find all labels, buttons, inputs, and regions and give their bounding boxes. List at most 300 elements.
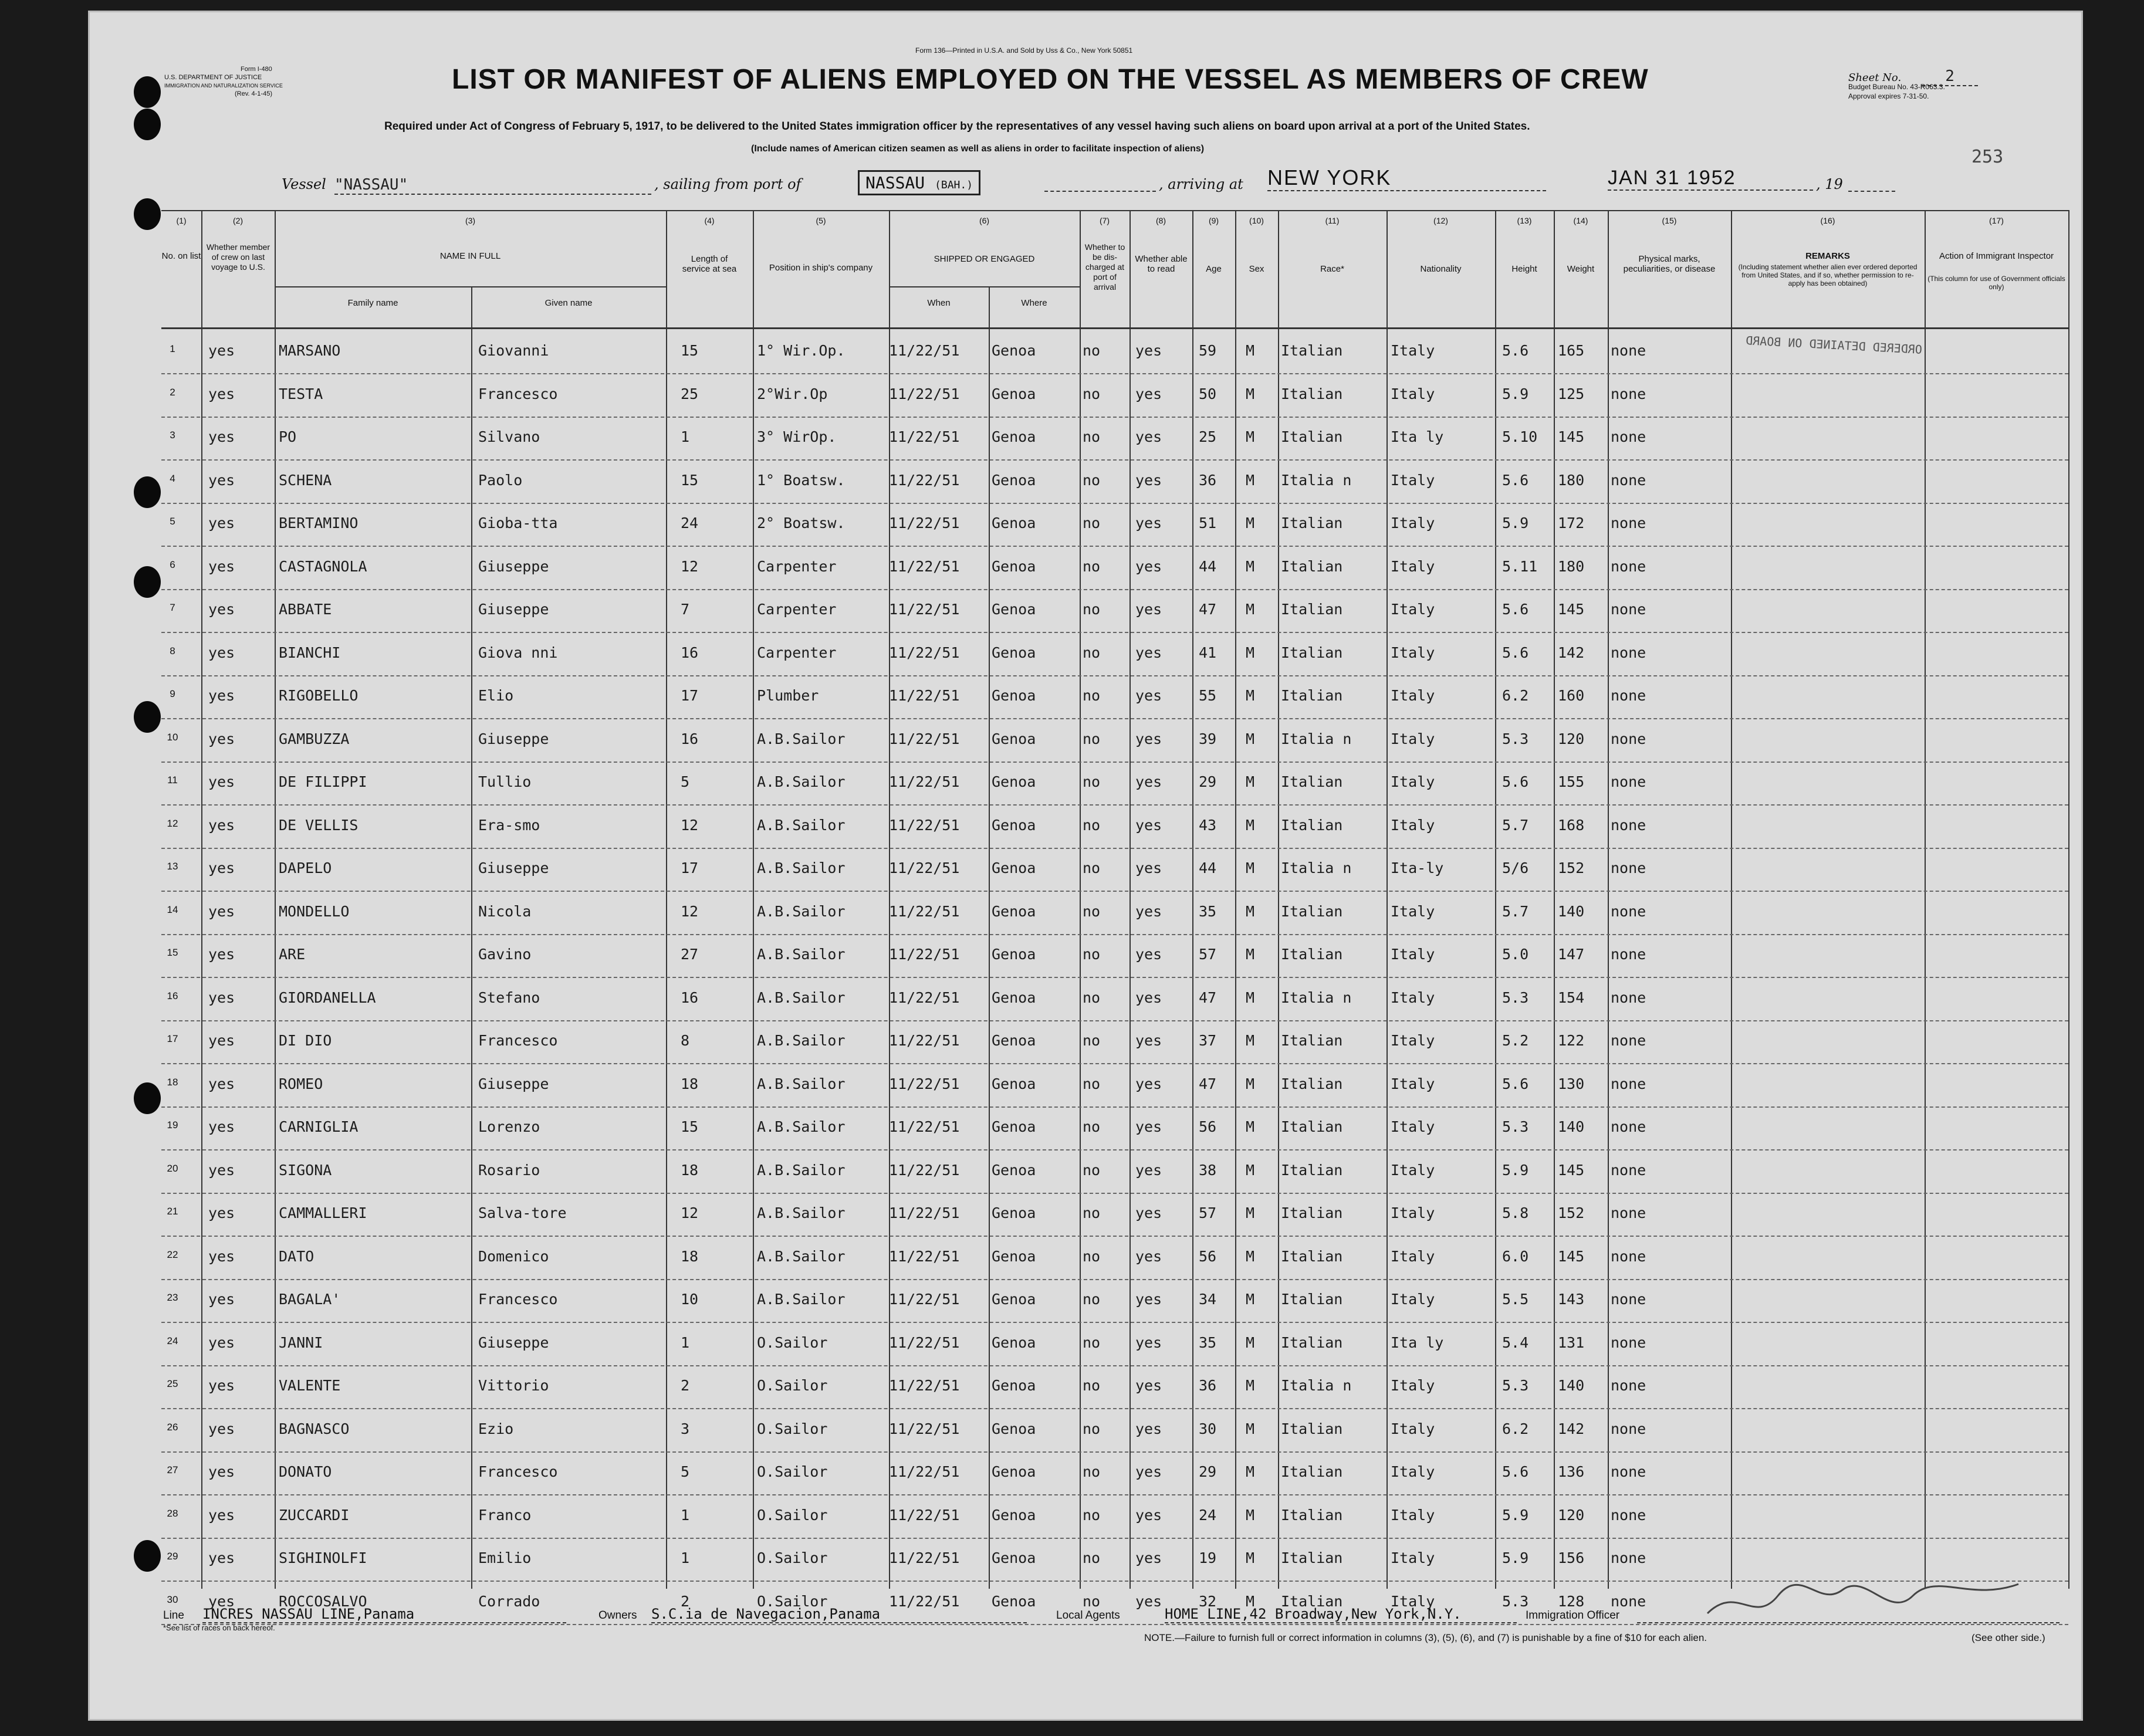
weight: 130	[1558, 1075, 1585, 1092]
height: 5.3	[1502, 1377, 1529, 1394]
shipped-when: 11/22/51	[889, 1161, 960, 1179]
shipped-where: Genoa	[992, 859, 1036, 877]
sex: M	[1246, 471, 1255, 489]
physical-marks: none	[1611, 859, 1646, 877]
hdr-remarks-note: (Including statement whether alien ever ordered deported from United States, and if so, whether permission to re-apply has been obtained)	[1738, 263, 1918, 287]
shipped-where: Genoa	[992, 471, 1036, 489]
discharge: no	[1083, 1161, 1101, 1179]
family-name: JANNI	[279, 1334, 323, 1351]
prev-voyage: yes	[208, 1420, 235, 1437]
height: 5.7	[1502, 902, 1529, 920]
height: 5.8	[1502, 1204, 1529, 1221]
position: A.B.Sailor	[757, 1032, 846, 1049]
colnum-10: (10)	[1249, 216, 1264, 225]
height: 5.6	[1502, 644, 1529, 661]
sex: M	[1246, 1420, 1255, 1437]
able-read: yes	[1135, 601, 1162, 618]
service-years: 15	[681, 471, 699, 489]
age: 41	[1199, 644, 1217, 661]
physical-marks: none	[1611, 515, 1646, 532]
colnum-9: (9)	[1208, 216, 1219, 225]
row-number: 13	[167, 861, 178, 872]
table-row	[161, 675, 2068, 719]
physical-marks: none	[1611, 385, 1646, 402]
service-years: 25	[681, 385, 699, 402]
nationality: Italy	[1391, 989, 1435, 1006]
able-read: yes	[1135, 471, 1162, 489]
nationality: Italy	[1391, 1549, 1435, 1566]
shipped-when: 11/22/51	[889, 1247, 960, 1265]
shipped-when: 11/22/51	[889, 1291, 960, 1308]
discharge: no	[1083, 601, 1101, 618]
hdr-shipped: SHIPPED OR ENGAGED	[934, 254, 1035, 264]
shipping-line: INCRES NASSAU LINE,Panama	[202, 1606, 566, 1623]
shipped-where: Genoa	[992, 1506, 1036, 1524]
sex: M	[1246, 1463, 1255, 1480]
family-name: VALENTE	[279, 1377, 341, 1394]
sex: M	[1246, 1549, 1255, 1566]
table-row	[161, 632, 2068, 676]
discharge: no	[1083, 342, 1101, 359]
table-row	[161, 934, 2068, 978]
colnum-7: (7)	[1099, 216, 1110, 225]
shipped-when: 11/22/51	[889, 1592, 960, 1610]
service-years: 2	[681, 1592, 690, 1610]
physical-marks: none	[1611, 1247, 1646, 1265]
discharge: no	[1083, 816, 1101, 834]
given-name: Silvano	[478, 428, 540, 445]
age: 47	[1199, 1075, 1217, 1092]
see-other-side: (See other side.)	[1971, 1632, 2045, 1643]
form-number: Form I-480	[241, 66, 272, 73]
service-years: 8	[681, 1032, 690, 1049]
revision: (Rev. 4-1-45)	[235, 90, 272, 97]
row-number: 16	[167, 990, 178, 1001]
able-read: yes	[1135, 1075, 1162, 1092]
height: 5.3	[1502, 730, 1529, 747]
hdr-remarks: REMARKS	[1805, 251, 1850, 261]
prev-voyage: yes	[208, 859, 235, 877]
crew-manifest-table	[161, 210, 2068, 1610]
sex: M	[1246, 1291, 1255, 1308]
prev-voyage: yes	[208, 471, 235, 489]
position: O.Sailor	[757, 1377, 828, 1394]
weight: 142	[1558, 1420, 1585, 1437]
weight: 168	[1558, 816, 1585, 834]
position: O.Sailor	[757, 1463, 828, 1480]
able-read: yes	[1135, 902, 1162, 920]
table-row	[161, 374, 2068, 418]
age: 19	[1199, 1549, 1217, 1566]
position: A.B.Sailor	[757, 859, 846, 877]
given-name: Giuseppe	[478, 601, 549, 618]
sex: M	[1246, 385, 1255, 402]
shipped-when: 11/22/51	[889, 1420, 960, 1437]
sex: M	[1246, 946, 1255, 963]
family-name: MARSANO	[279, 342, 341, 359]
family-name: CAMMALLERI	[279, 1204, 367, 1221]
shipped-where: Genoa	[992, 428, 1036, 445]
nationality: Italy	[1391, 471, 1435, 489]
height: 5.11	[1502, 557, 1538, 575]
nationality: Italy	[1391, 342, 1435, 359]
shipped-when: 11/22/51	[889, 1506, 960, 1524]
nationality: Italy	[1391, 1463, 1435, 1480]
prev-voyage: yes	[208, 644, 235, 661]
table-row	[161, 1322, 2068, 1366]
nationality: Italy	[1391, 1161, 1435, 1179]
able-read: yes	[1135, 1592, 1162, 1610]
family-name: ROMEO	[279, 1075, 323, 1092]
sex: M	[1246, 1161, 1255, 1179]
approval-expiry: Approval expires 7-31-50.	[1848, 92, 1929, 100]
shipped-where: Genoa	[992, 1463, 1036, 1480]
weight: 180	[1558, 557, 1585, 575]
service-years: 1	[681, 428, 690, 445]
row-number: 1	[170, 343, 175, 354]
race: Italian	[1281, 1204, 1343, 1221]
position: Carpenter	[757, 644, 837, 661]
family-name: BAGNASCO	[279, 1420, 350, 1437]
age: 29	[1199, 1463, 1217, 1480]
given-name: Giova nni	[478, 644, 558, 661]
service-years: 15	[681, 342, 699, 359]
shipped-where: Genoa	[992, 557, 1036, 575]
service-years: 12	[681, 557, 699, 575]
hdr-sex: Sex	[1249, 264, 1264, 274]
weight: 140	[1558, 1118, 1585, 1135]
age: 30	[1199, 1420, 1217, 1437]
shipped-subrule	[889, 286, 1080, 287]
able-read: yes	[1135, 687, 1162, 704]
able-read: yes	[1135, 1161, 1162, 1179]
table-row	[161, 1106, 2068, 1150]
row-number: 6	[170, 559, 175, 570]
physical-marks: none	[1611, 1161, 1646, 1179]
family-name: CASTAGNOLA	[279, 557, 367, 575]
given-name: Emilio	[478, 1549, 532, 1566]
sex: M	[1246, 1247, 1255, 1265]
discharge: no	[1083, 773, 1101, 790]
position: O.Sailor	[757, 1420, 828, 1437]
prev-voyage: yes	[208, 1377, 235, 1394]
discharge: no	[1083, 1032, 1101, 1049]
prev-voyage: yes	[208, 1549, 235, 1566]
prev-voyage: yes	[208, 1032, 235, 1049]
given-name: Giuseppe	[478, 557, 549, 575]
prev-voyage: yes	[208, 1592, 235, 1610]
sex: M	[1246, 902, 1255, 920]
given-name: Era-smo	[478, 816, 540, 834]
able-read: yes	[1135, 816, 1162, 834]
shipped-when: 11/22/51	[889, 1032, 960, 1049]
hdr-prev-voyage: Whether member of crew on last voyage to U.S.	[206, 242, 270, 272]
position: A.B.Sailor	[757, 1161, 846, 1179]
height: 5.9	[1502, 1161, 1529, 1179]
age: 34	[1199, 1291, 1217, 1308]
given-name: Vittorio	[478, 1377, 549, 1394]
service-years: 18	[681, 1075, 699, 1092]
prev-voyage: yes	[208, 1506, 235, 1524]
physical-marks: none	[1611, 557, 1646, 575]
race: Italian	[1281, 773, 1343, 790]
race: Italian	[1281, 557, 1343, 575]
race: Italia n	[1281, 859, 1352, 877]
service-years: 5	[681, 773, 690, 790]
age: 32	[1199, 1592, 1217, 1610]
height: 5.9	[1502, 515, 1529, 532]
row-number: 29	[167, 1551, 178, 1562]
shipped-where: Genoa	[992, 1247, 1036, 1265]
sex: M	[1246, 687, 1255, 704]
given-name: Gioba-tta	[478, 515, 558, 532]
colnum-1: (1)	[176, 216, 187, 225]
prev-voyage: yes	[208, 1204, 235, 1221]
shipped-where: Genoa	[992, 1549, 1036, 1566]
weight: 147	[1558, 946, 1585, 963]
able-read: yes	[1135, 1377, 1162, 1394]
row-number: 11	[167, 774, 178, 786]
row-number: 17	[167, 1033, 178, 1044]
sex: M	[1246, 1032, 1255, 1049]
physical-marks: none	[1611, 1506, 1646, 1524]
family-name: ABBATE	[279, 601, 332, 618]
family-name: RIGOBELLO	[279, 687, 359, 704]
table-row	[161, 848, 2068, 892]
physical-marks: none	[1611, 730, 1646, 747]
printer-line: Form 136—Printed in U.S.A. and Sold by Uss & Co., New York 50851	[915, 46, 1133, 55]
shipped-where: Genoa	[992, 946, 1036, 963]
weight: 143	[1558, 1291, 1585, 1308]
age: 35	[1199, 902, 1217, 920]
shipped-where: Genoa	[992, 1161, 1036, 1179]
shipped-where: Genoa	[992, 1291, 1036, 1308]
service-years: 10	[681, 1291, 699, 1308]
weight: 142	[1558, 644, 1585, 661]
shipped-where: Genoa	[992, 730, 1036, 747]
weight: 140	[1558, 1377, 1585, 1394]
port-note: (BAH.)	[935, 179, 973, 191]
sex: M	[1246, 1334, 1255, 1351]
prev-voyage: yes	[208, 730, 235, 747]
position: A.B.Sailor	[757, 989, 846, 1006]
row-number: 22	[167, 1248, 178, 1260]
able-read: yes	[1135, 1118, 1162, 1135]
binder-hole	[134, 76, 161, 108]
physical-marks: none	[1611, 1075, 1646, 1092]
hdr-weight: Weight	[1567, 264, 1595, 274]
position: A.B.Sailor	[757, 1118, 846, 1135]
arriving-label: , arriving at	[1159, 176, 1243, 192]
given-name: Giuseppe	[478, 1075, 549, 1092]
discharge: no	[1083, 1592, 1101, 1610]
age: 39	[1199, 730, 1217, 747]
weight: 156	[1558, 1549, 1585, 1566]
nationality: Italy	[1391, 946, 1435, 963]
family-name: BIANCHI	[279, 644, 341, 661]
family-name: DAPELO	[279, 859, 332, 877]
physical-marks: none	[1611, 1592, 1646, 1610]
agents-label: Local Agents	[1056, 1609, 1120, 1622]
height: 5.9	[1502, 385, 1529, 402]
able-read: yes	[1135, 1506, 1162, 1524]
sex: M	[1246, 1592, 1255, 1610]
physical-marks: none	[1611, 1204, 1646, 1221]
sex: M	[1246, 428, 1255, 445]
shipped-where: Genoa	[992, 1032, 1036, 1049]
age: 47	[1199, 989, 1217, 1006]
table-row	[161, 589, 2068, 633]
race: Italia n	[1281, 730, 1352, 747]
nationality: Ita ly	[1391, 1334, 1444, 1351]
table-row	[161, 1150, 2068, 1194]
shipped-when: 11/22/51	[889, 385, 960, 402]
age: 43	[1199, 816, 1217, 834]
race: Italian	[1281, 1118, 1343, 1135]
colnum-3: (3)	[465, 216, 476, 225]
able-read: yes	[1135, 773, 1162, 790]
weight: 122	[1558, 1032, 1585, 1049]
given-name: Rosario	[478, 1161, 540, 1179]
sex: M	[1246, 773, 1255, 790]
able-read: yes	[1135, 515, 1162, 532]
owners-label: Owners	[598, 1609, 637, 1622]
shipped-when: 11/22/51	[889, 515, 960, 532]
position: A.B.Sailor	[757, 773, 846, 790]
height: 5.0	[1502, 946, 1529, 963]
position: 3° WirOp.	[757, 428, 837, 445]
age: 57	[1199, 1204, 1217, 1221]
shipped-when: 11/22/51	[889, 1334, 960, 1351]
able-read: yes	[1135, 730, 1162, 747]
age: 36	[1199, 471, 1217, 489]
sex: M	[1246, 1204, 1255, 1221]
shipped-where: Genoa	[992, 515, 1036, 532]
position: A.B.Sailor	[757, 730, 846, 747]
shipped-when: 11/22/51	[889, 342, 960, 359]
weight: 140	[1558, 902, 1585, 920]
discharge: no	[1083, 471, 1101, 489]
race: Italian	[1281, 1291, 1343, 1308]
able-read: yes	[1135, 1334, 1162, 1351]
age: 35	[1199, 1334, 1217, 1351]
nationality: Italy	[1391, 644, 1435, 661]
physical-marks: none	[1611, 1420, 1646, 1437]
physical-marks: none	[1611, 816, 1646, 834]
given-name: Paolo	[478, 471, 523, 489]
shipped-when: 11/22/51	[889, 1549, 960, 1566]
hdr-name-in-full: NAME IN FULL	[439, 251, 501, 261]
binder-hole	[134, 566, 161, 598]
nationality: Italy	[1391, 816, 1435, 834]
hdr-age: Age	[1206, 264, 1222, 274]
race: Italian	[1281, 1463, 1343, 1480]
hdr-no-on-list: No. on list	[161, 251, 201, 261]
shipped-where: Genoa	[992, 1075, 1036, 1092]
nationality: Italy	[1391, 773, 1435, 790]
binder-hole	[134, 1082, 161, 1114]
row-number: 28	[167, 1507, 178, 1519]
shipped-when: 11/22/51	[889, 601, 960, 618]
sex: M	[1246, 730, 1255, 747]
physical-marks: none	[1611, 989, 1646, 1006]
hdr-given-name: Given name	[545, 298, 593, 308]
discharge: no	[1083, 1075, 1101, 1092]
colnum-14: (14)	[1573, 216, 1588, 225]
position: O.Sailor	[757, 1334, 828, 1351]
binder-hole	[134, 476, 161, 508]
nationality: Italy	[1391, 1204, 1435, 1221]
prev-voyage: yes	[208, 687, 235, 704]
row-number: 9	[170, 688, 175, 699]
colnum-4: (4)	[704, 216, 715, 225]
table-row	[161, 719, 2068, 763]
height: 5.6	[1502, 1463, 1529, 1480]
race: Italia n	[1281, 989, 1352, 1006]
able-read: yes	[1135, 1549, 1162, 1566]
hdr-physical-marks: Physical marks, peculiarities, or disease	[1623, 254, 1716, 274]
physical-marks: none	[1611, 1334, 1646, 1351]
shipped-where: Genoa	[992, 1420, 1036, 1437]
port-underline	[1044, 191, 1156, 192]
able-read: yes	[1135, 1420, 1162, 1437]
nationality: Italy	[1391, 515, 1435, 532]
age: 56	[1199, 1118, 1217, 1135]
family-name: SIGONA	[279, 1161, 332, 1179]
shipped-when: 11/22/51	[889, 946, 960, 963]
shipped-where: Genoa	[992, 816, 1036, 834]
race: Italian	[1281, 1592, 1343, 1610]
able-read: yes	[1135, 342, 1162, 359]
sex: M	[1246, 644, 1255, 661]
prev-voyage: yes	[208, 1334, 235, 1351]
weight: 131	[1558, 1334, 1585, 1351]
hdr-able-read: Whether able to read	[1135, 254, 1188, 274]
shipped-where: Genoa	[992, 687, 1036, 704]
given-name: Elio	[478, 687, 514, 704]
shipped-when: 11/22/51	[889, 1118, 960, 1135]
race: Italian	[1281, 385, 1343, 402]
height: 5.3	[1502, 989, 1529, 1006]
age: 24	[1199, 1506, 1217, 1524]
hdr-inspector-note: (This column for use of Government officials only)	[1927, 275, 2065, 291]
row-number: 26	[167, 1421, 178, 1433]
port-stamp	[858, 170, 980, 195]
row-number: 14	[167, 903, 178, 915]
discharge: no	[1083, 644, 1101, 661]
position: Plumber	[757, 687, 819, 704]
given-name: Francesco	[478, 1032, 558, 1049]
prev-voyage: yes	[208, 1463, 235, 1480]
sex: M	[1246, 859, 1255, 877]
position: A.B.Sailor	[757, 1291, 846, 1308]
page-number: 253	[1971, 147, 2004, 167]
family-name: DI DIO	[279, 1032, 332, 1049]
weight: 155	[1558, 773, 1585, 790]
shipped-where: Genoa	[992, 1118, 1036, 1135]
shipped-where: Genoa	[992, 773, 1036, 790]
position: Carpenter	[757, 557, 837, 575]
position: 1° Wir.Op.	[757, 342, 846, 359]
nationality: Ita-ly	[1391, 859, 1444, 877]
age: 56	[1199, 1247, 1217, 1265]
service-years: 12	[681, 902, 699, 920]
given-name: Nicola	[478, 902, 532, 920]
service-years: 18	[681, 1247, 699, 1265]
given-name: Francesco	[478, 1463, 558, 1480]
colnum-5: (5)	[816, 216, 826, 225]
prev-voyage: yes	[208, 816, 235, 834]
